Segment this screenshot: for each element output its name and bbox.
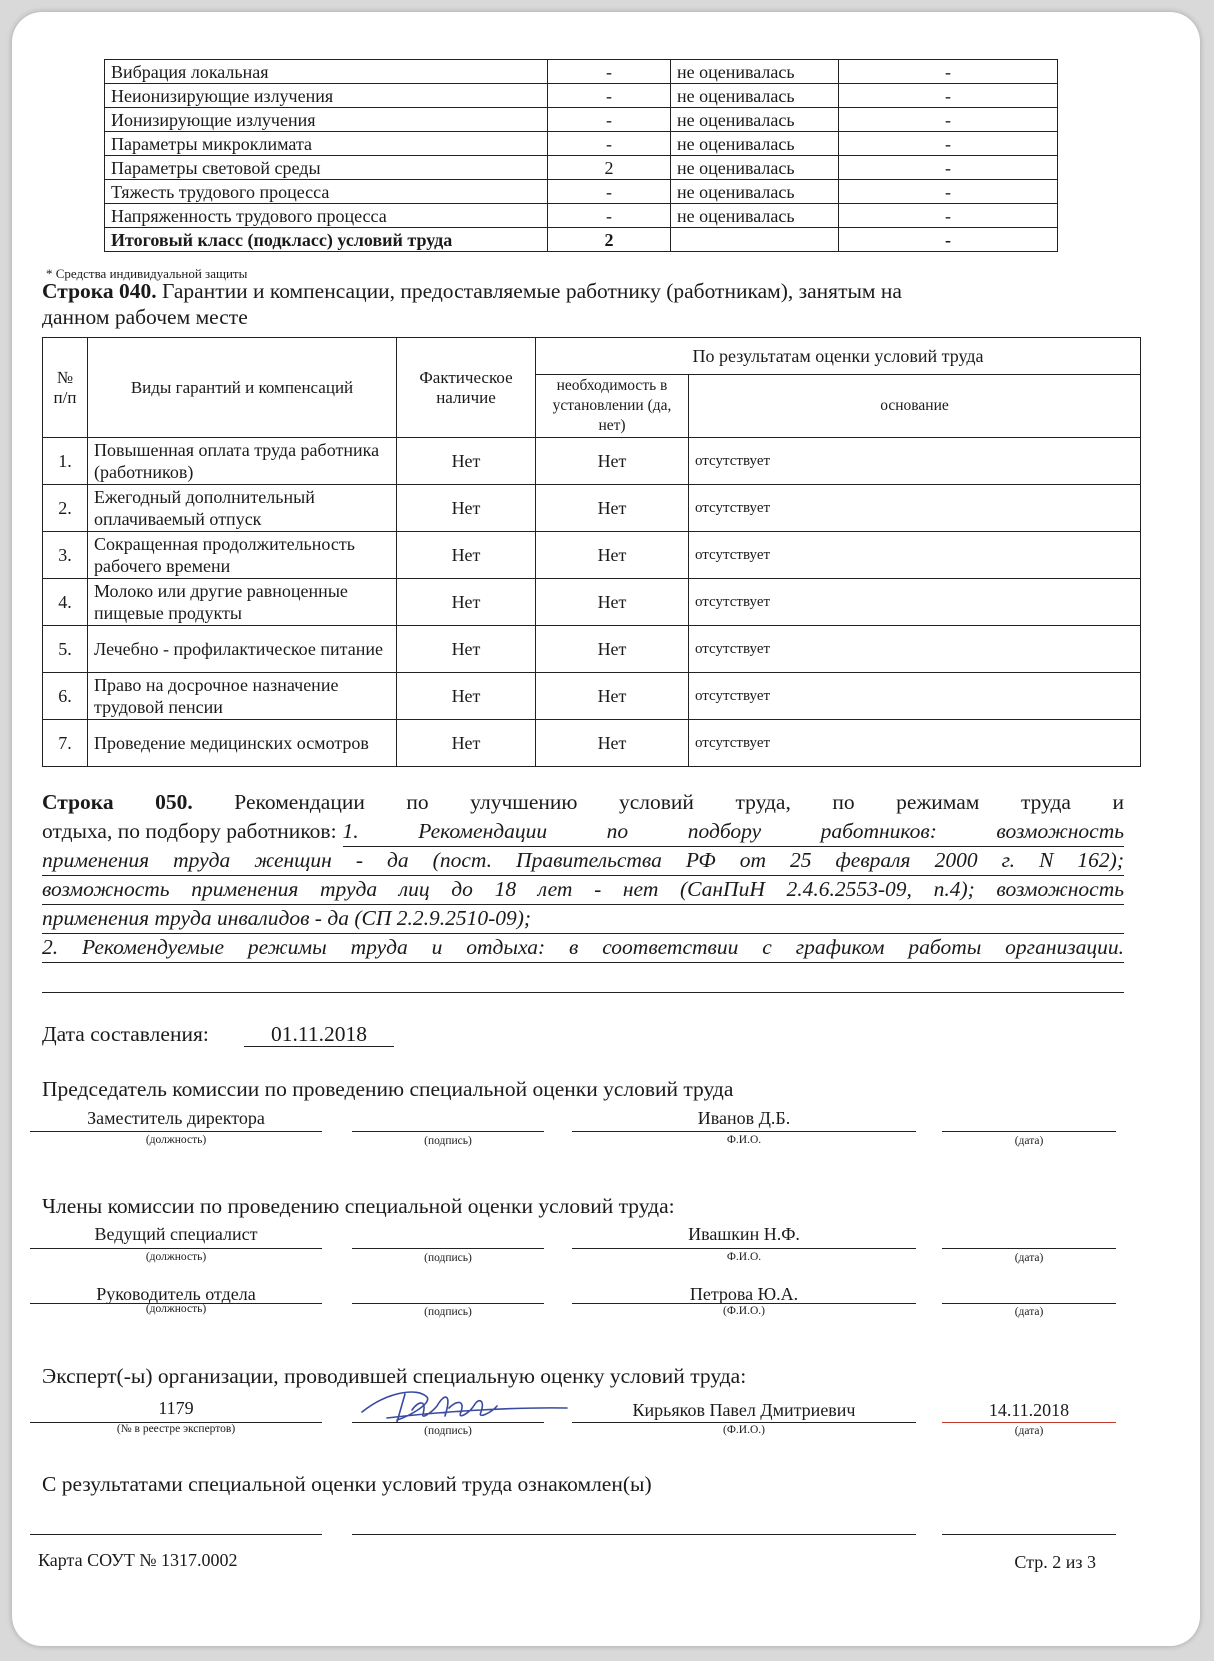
member-2-position: Руководитель отдела [96,1284,256,1304]
table-row [43,720,1141,767]
chairman-position-line [30,1131,322,1132]
factor-ppe: не оценивалась [671,180,839,204]
section-040-label: Строка 040. [42,279,157,303]
guarantee-need: Нет [536,579,689,626]
guarantee-kind: Молоко или другие равноценные пищевые продукты [88,579,397,626]
guarantee-basis: отсутствует [689,673,1141,720]
chairman-name: Иванов Д.Б. [697,1108,791,1128]
recommendation-1-start: 1. Рекомендации по подбору работников: возможность [343,817,1124,847]
expert-name-line [572,1422,916,1423]
guarantee-number: 5. [43,626,88,673]
table-row [43,626,1141,673]
guarantee-basis: отсутствует [689,438,1141,485]
guarantee-need: Нет [536,626,689,673]
guarantee-actual: Нет [397,720,536,767]
factor-final: - [839,180,1058,204]
guarantee-kind: Право на досрочное назначение трудовой пенсии [88,673,397,720]
chairman-position: Заместитель директора [87,1108,265,1128]
factor-class: - [548,132,671,156]
guarantee-kind: Проведение медицинских осмотров [88,720,397,767]
factor-class: - [548,60,671,84]
acquainted-line-2 [352,1534,916,1535]
acquainted-heading: С результатами специальной оценки условий труда ознакомлен(ы) [42,1472,652,1496]
table-row [43,579,1141,626]
factor-ppe: не оценивалась [671,60,839,84]
factor-name: Неионизирующие излучения [105,84,548,108]
factor-class: - [548,180,671,204]
factor-name: Параметры микроклимата [105,132,548,156]
recommendation-line4: возможность применения труда лиц до 18 лет - нет (СанПиН 2.4.6.2553-09, п.4); возможность [42,875,1124,905]
header-results: По результатам оценки условий труда [536,338,1141,375]
section-040-heading-line2: данном рабочем месте [42,305,248,329]
member-2-date-line [942,1303,1116,1304]
guarantee-number: 2. [43,485,88,532]
header-actual: Фактическое наличие [397,338,536,438]
factor-ppe: не оценивалась [671,108,839,132]
table-row [43,532,1141,579]
factor-ppe: не оценивалась [671,132,839,156]
factor-class: 2 [548,228,671,252]
factor-class: 2 [548,156,671,180]
caption-fio: (Ф.И.О.) [723,1305,765,1317]
member-1-signature-line [352,1248,544,1249]
factor-name: Итоговый класс (подкласс) условий труда [105,228,548,252]
factor-name: Тяжесть трудового процесса [105,180,548,204]
guarantee-need: Нет [536,485,689,532]
factor-final: - [839,156,1058,180]
member-1-position: Ведущий специалист [94,1224,258,1244]
section-050-line2 [42,817,1124,847]
section-040-heading [42,278,902,305]
factor-final: - [839,204,1058,228]
factor-name: Ионизирующие излучения [105,108,548,132]
guarantee-actual: Нет [397,673,536,720]
caption-date: (дата) [1014,1306,1044,1318]
guarantee-need: Нет [536,673,689,720]
factor-class: - [548,84,671,108]
section-040-text: Гарантии и компенсации, предоставляемые работнику (работникам), занятым на [156,279,902,303]
member-1-position-line [30,1248,322,1249]
guarantee-actual: Нет [397,626,536,673]
table-row [105,204,1058,228]
caption-position: (должность) [145,1251,207,1263]
caption-position: (должность) [145,1134,207,1146]
table-row [105,156,1058,180]
guarantee-need: Нет [536,532,689,579]
caption-signature: (подпись) [424,1135,472,1147]
caption-signature: (подпись) [424,1425,472,1437]
factor-class: - [548,204,671,228]
guarantee-actual: Нет [397,485,536,532]
chairman-heading: Председатель комиссии по проведению специальной оценки условий труда [42,1077,734,1101]
table-row [105,180,1058,204]
guarantee-actual: Нет [397,438,536,485]
recommendation-line6: 2. Рекомендуемые режимы труда и отдыха: в соответствии с графиком работы организации. [42,933,1124,963]
guarantee-number: 6. [43,673,88,720]
header-num: № п/п [43,338,88,438]
table-row [43,438,1141,485]
factor-ppe: не оценивалась [671,204,839,228]
guarantee-basis: отсутствует [689,485,1141,532]
factors-total-row [105,228,1058,252]
header-basis: основание [689,375,1141,438]
section-050-line1 [42,788,1124,817]
table-row [105,132,1058,156]
factor-ppe [671,228,839,252]
footer-page-number: Стр. 2 из 3 [1014,1552,1096,1572]
expert-signature-line [352,1422,544,1423]
table-row [105,108,1058,132]
member-1-date-line [942,1248,1116,1249]
guarantee-number: 1. [43,438,88,485]
factor-final: - [839,108,1058,132]
member-1-name: Ивашкин Н.Ф. [688,1224,800,1244]
caption-signature: (подпись) [424,1252,472,1264]
guarantee-basis: отсутствует [689,579,1141,626]
chairman-name-line [572,1131,916,1132]
caption-signature: (подпись) [424,1306,472,1318]
caption-date: (дата) [1014,1135,1044,1147]
factor-final: - [839,84,1058,108]
caption-date: (дата) [1014,1425,1044,1437]
factor-name: Напряженность трудового процесса [105,204,548,228]
acquainted-line-1 [30,1534,322,1535]
table-row [105,60,1058,84]
factor-final: - [839,228,1058,252]
guarantee-kind: Сокращенная продолжительность рабочего времени [88,532,397,579]
factor-ppe: не оценивалась [671,156,839,180]
guarantee-basis: отсутствует [689,626,1141,673]
section-050-intro: Рекомендации по улучшению условий труда, по режимам труда и [192,790,1124,814]
document-page [12,12,1200,1646]
compilation-date-value: 01.11.2018 [244,1022,394,1047]
caption-registry: (№ в реестре экспертов) [116,1423,236,1435]
guarantee-need: Нет [536,720,689,767]
recommendation-line5: применения труда инвалидов - да (СП 2.2.9.2510-09); [42,904,1124,934]
factor-final: - [839,60,1058,84]
header-need: необходимость в установлении (да, нет) [536,375,689,438]
guarantee-need: Нет [536,438,689,485]
guarantee-number: 7. [43,720,88,767]
expert-registry-number: 1179 [158,1398,194,1418]
caption-fio: (Ф.И.О.) [723,1424,765,1436]
guarantee-actual: Нет [397,532,536,579]
member-2-name-line [572,1303,916,1304]
factor-ppe: не оценивалась [671,84,839,108]
factors-table [104,59,1058,252]
table-row [105,84,1058,108]
blank-line [42,992,1124,993]
factor-name: Вибрация локальная [105,60,548,84]
section-050-label: Строка 050. [42,790,193,814]
factor-class: - [548,108,671,132]
header-kind: Виды гарантий и компенсаций [88,338,397,438]
members-heading: Члены комиссии по проведению специальной оценки условий труда: [42,1194,675,1218]
section-050-intro-2: отдыха, по подбору работников: [42,819,337,843]
expert-heading: Эксперт(-ы) организации, проводившей специальную оценку условий труда: [42,1364,747,1388]
guarantee-kind: Лечебно - профилактическое питание [88,626,397,673]
expert-date: 14.11.2018 [988,1400,1070,1420]
factor-final: - [839,132,1058,156]
guarantee-kind: Повышенная оплата труда работника (работников) [88,438,397,485]
guarantee-kind: Ежегодный дополнительный оплачиваемый отпуск [88,485,397,532]
caption-date: (дата) [1014,1252,1044,1264]
acquainted-line-3 [942,1534,1116,1535]
guarantee-basis: отсутствует [689,720,1141,767]
recommendation-line3: применения труда женщин - да (пост. Правительства РФ от 25 февраля 2000 г. N 162); [42,846,1124,876]
caption-fio: Ф.И.О. [726,1251,762,1263]
table-row [43,673,1141,720]
member-1-name-line [572,1248,916,1249]
chairman-date-line [942,1131,1116,1132]
expert-name: Кирьяков Павел Дмитриевич [632,1400,856,1420]
member-2-signature-line [352,1303,544,1304]
guarantee-basis: отсутствует [689,532,1141,579]
caption-fio: Ф.И.О. [726,1134,762,1146]
guarantees-table [42,337,1141,767]
ppe-footnote: * Средства индивидуальной защиты [46,266,248,281]
member-2-name: Петрова Ю.А. [689,1284,799,1304]
guarantee-number: 3. [43,532,88,579]
guarantee-number: 4. [43,579,88,626]
factor-name: Параметры световой среды [105,156,548,180]
table-row [43,485,1141,532]
chairman-signature-line [352,1131,544,1132]
guarantee-actual: Нет [397,579,536,626]
caption-position: (должность) [145,1303,207,1315]
expert-date-line [942,1422,1116,1423]
compilation-date-label: Дата составления: [42,1022,209,1046]
footer-card-number: Карта СОУТ № 1317.0002 [38,1550,238,1570]
